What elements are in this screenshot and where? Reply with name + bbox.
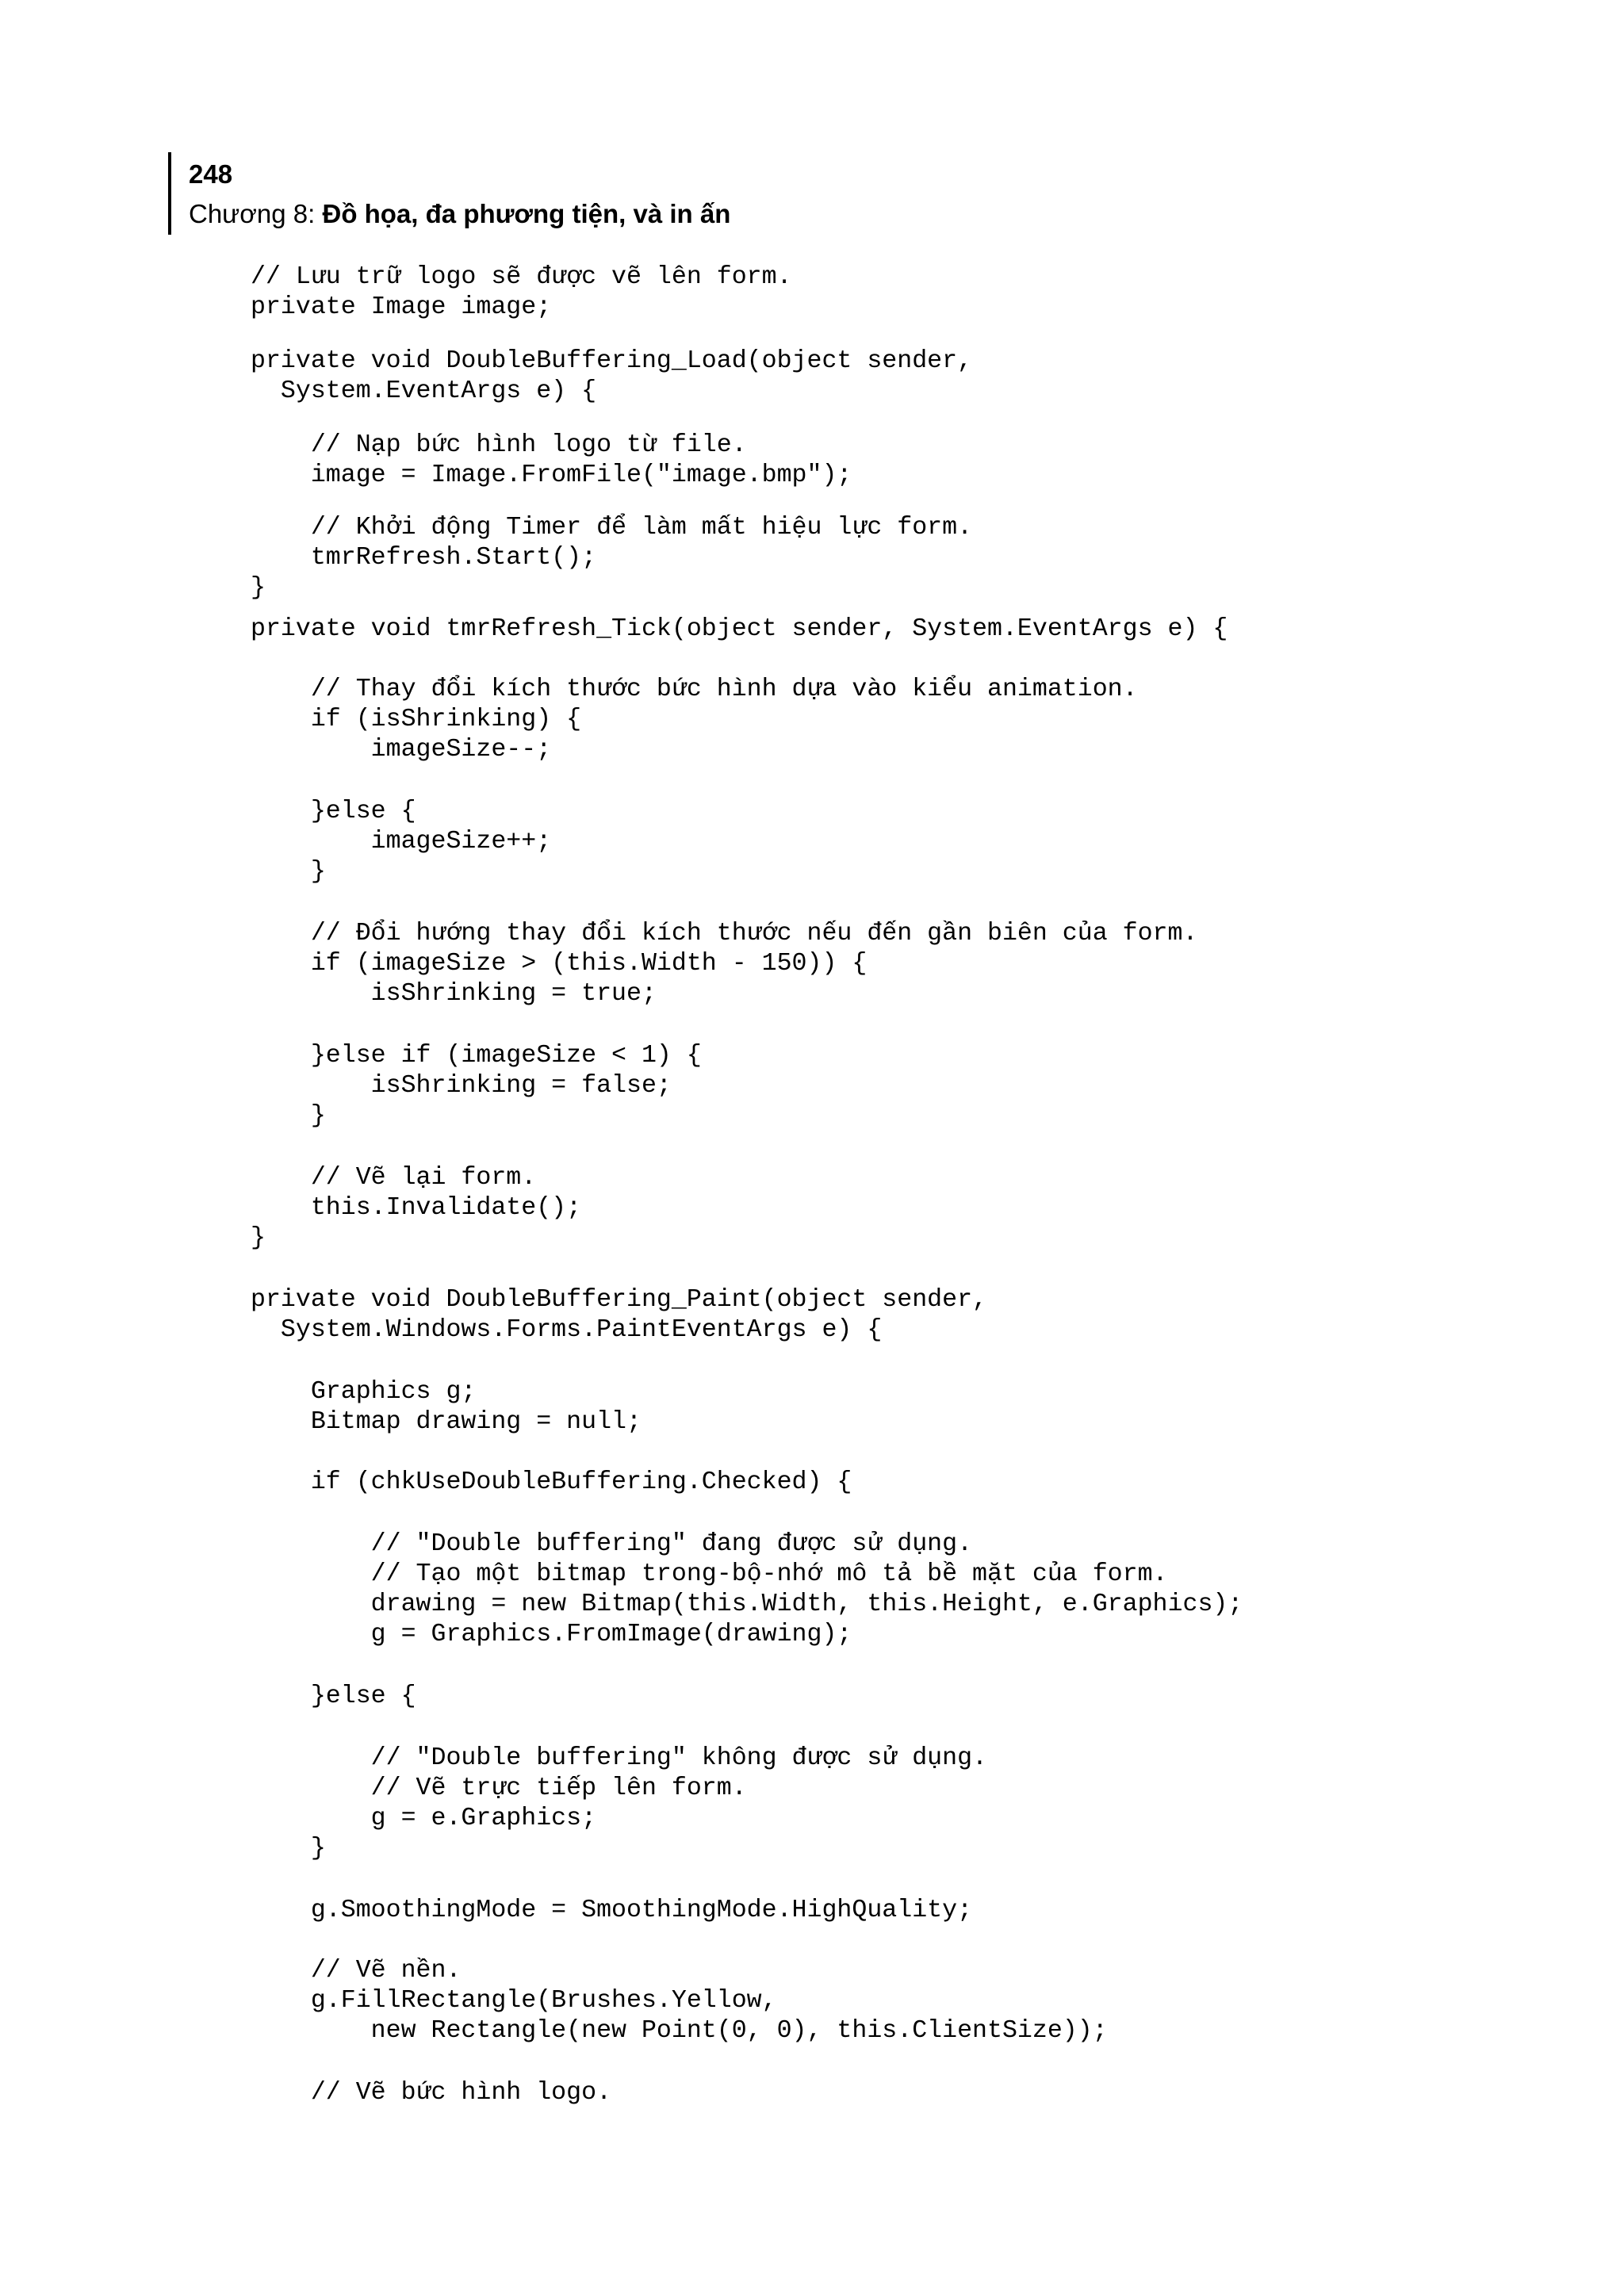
code-line: if (isShrinking) {	[251, 706, 582, 733]
code-line: Graphics g;	[251, 1378, 477, 1406]
code-line: }	[251, 858, 326, 886]
code-line: }else if (imageSize < 1) {	[251, 1042, 702, 1070]
code-line: System.Windows.Forms.PaintEventArgs e) {	[251, 1316, 883, 1344]
chapter-heading	[189, 198, 730, 230]
code-line: new Rectangle(new Point(0, 0), this.ClientSize));	[251, 2017, 1108, 2045]
code-line: // Tạo một bitmap trong-bộ-nhớ mô tả bề mặt của form.	[251, 1560, 1168, 1588]
code-line: }	[251, 1224, 266, 1252]
code-line: }	[251, 1102, 326, 1130]
code-line: // Khởi động Timer để làm mất hiệu lực form.	[251, 514, 973, 542]
code-line: }else {	[251, 798, 416, 825]
code-line: // "Double buffering" không được sử dụng.	[251, 1744, 988, 1772]
code-line: g.FillRectangle(Brushes.Yellow,	[251, 1987, 777, 2015]
code-line: // Nạp bức hình logo từ file.	[251, 431, 747, 459]
code-line: // "Double buffering" đang được sử dụng.	[251, 1530, 973, 1558]
chapter-prefix: Chương 8:	[189, 199, 323, 228]
code-line: // Vẽ bức hình logo.	[251, 2079, 612, 2107]
code-line: // Vẽ lại form.	[251, 1164, 537, 1192]
code-line: this.Invalidate();	[251, 1194, 582, 1222]
code-line: isShrinking = true;	[251, 980, 657, 1008]
code-line: isShrinking = false;	[251, 1072, 672, 1100]
code-line: drawing = new Bitmap(this.Width, this.Height, e.Graphics);	[251, 1591, 1243, 1618]
code-line: // Vẽ nền.	[251, 1957, 462, 1985]
code-line: System.EventArgs e) {	[251, 377, 597, 405]
header-rule	[168, 152, 171, 235]
code-line: imageSize--;	[251, 736, 552, 764]
code-line: tmrRefresh.Start();	[251, 544, 597, 572]
code-line: if (chkUseDoubleBuffering.Checked) {	[251, 1468, 852, 1496]
code-line: imageSize++;	[251, 828, 552, 856]
code-line: private void tmrRefresh_Tick(object sender, System.EventArgs e) {	[251, 615, 1228, 643]
code-line: }	[251, 574, 266, 602]
code-line: // Đổi hướng thay đổi kích thước nếu đến gần biên của form.	[251, 920, 1198, 947]
code-line: }	[251, 1835, 326, 1862]
code-line: image = Image.FromFile("image.bmp");	[251, 461, 852, 489]
code-line: private Image image;	[251, 293, 552, 321]
page-header	[168, 152, 1120, 235]
code-line: }else {	[251, 1682, 416, 1710]
code-line: private void DoubleBuffering_Paint(object sender,	[251, 1286, 988, 1314]
code-line: if (imageSize > (this.Width - 150)) {	[251, 950, 868, 978]
code-line: // Thay đổi kích thước bức hình dựa vào kiểu animation.	[251, 676, 1138, 703]
code-line: g = e.Graphics;	[251, 1805, 597, 1832]
code-line: // Lưu trữ logo sẽ được vẽ lên form.	[251, 263, 792, 291]
page-number: 248	[189, 159, 233, 189]
code-line: Bitmap drawing = null;	[251, 1408, 642, 1436]
code-line: g = Graphics.FromImage(drawing);	[251, 1621, 852, 1648]
code-line: // Vẽ trực tiếp lên form.	[251, 1774, 747, 1802]
code-line: private void DoubleBuffering_Load(object sender,	[251, 347, 973, 375]
chapter-title: Đồ họa, đa phương tiện, và in ấn	[322, 199, 731, 228]
code-line: g.SmoothingMode = SmoothingMode.HighQuality;	[251, 1897, 973, 1924]
